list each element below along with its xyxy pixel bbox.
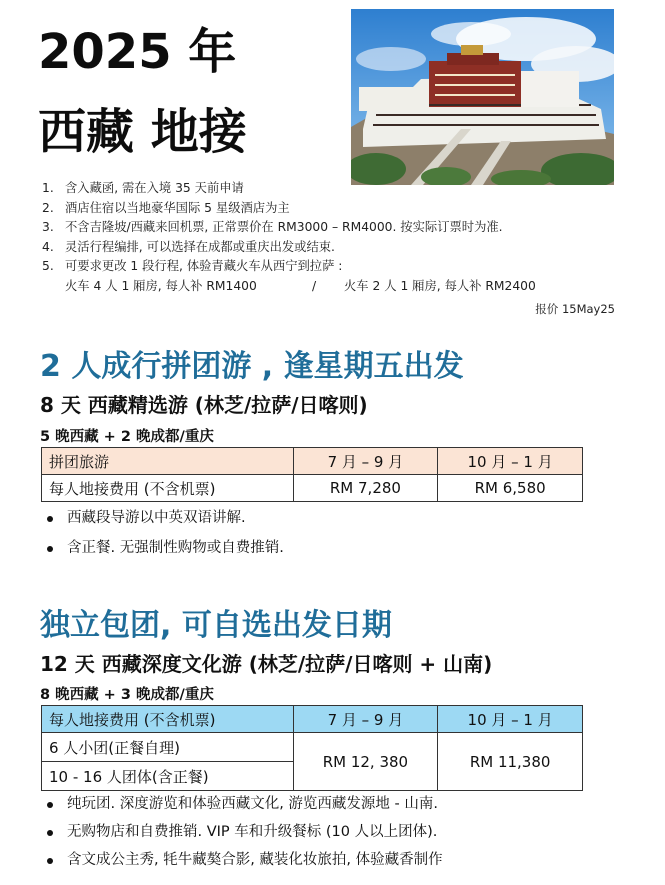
train-option-4-berth: 火车 4 人 1 厢房, 每人补 RM1400	[65, 278, 257, 293]
page-title-year: 2025 年	[38, 24, 237, 80]
note-number: 3.	[42, 220, 54, 234]
quote-date: 报价 15May25	[535, 302, 615, 316]
section1-bullets	[42, 506, 642, 561]
note-number: 4.	[42, 239, 54, 254]
list-item: 无购物店和自费推销. VIP 车和升级餐标 (10 人以上团体).	[42, 820, 642, 845]
table-cell: RM 12, 380	[293, 733, 438, 791]
section2-bullets	[42, 792, 642, 873]
note-item	[42, 257, 632, 277]
note-text: 可要求更改 1 段行程, 体验青藏火车从西宁到拉萨 :	[65, 259, 343, 273]
section2-price-table	[41, 705, 583, 791]
table-header-cell: 7 月 – 9 月	[293, 448, 438, 475]
section2-title: 独立包团, 可自选出发日期	[40, 608, 392, 643]
table-row	[42, 475, 583, 502]
table-header-cell: 拼团旅游	[42, 448, 294, 475]
section1-title: 2 人成行拼团游 , 逢星期五出发	[40, 349, 464, 384]
section2-tour-name: 12 天 西藏深度文化游 (林芝/拉萨/日喀则 + 山南)	[40, 652, 493, 676]
note-item	[42, 199, 632, 219]
note-text: 酒店住宿以当地豪华国际 5 星级酒店为主	[65, 200, 290, 215]
table-header-cell: 每人地接费用 (不含机票)	[42, 706, 294, 733]
potala-palace-photo	[351, 9, 614, 185]
note-number: 5.	[42, 259, 54, 273]
note-item	[42, 238, 632, 258]
note-number: 1.	[42, 181, 54, 195]
section1-tour-name: 8 天 西藏精选游 (林芝/拉萨/日喀则)	[40, 393, 368, 417]
notes-list	[42, 179, 632, 296]
note-text: 不含吉隆坡/西藏来回机票, 正常票价在 RM3000 – RM4000. 按实际订票时为准.	[65, 220, 503, 234]
table-cell: RM 6,580	[438, 475, 583, 502]
list-item: 含正餐. 无强制性购物或自费推销.	[42, 536, 642, 561]
train-option-separator: /	[312, 278, 317, 293]
table-header-cell: 7 月 – 9 月	[293, 706, 438, 733]
table-header-row	[42, 448, 583, 475]
train-option-2-berth: 火车 2 人 1 厢房, 每人补 RM2400	[344, 278, 536, 293]
table-cell: 10 - 16 人团体(含正餐)	[42, 762, 294, 791]
table-header-cell: 10 月 – 1 月	[438, 706, 583, 733]
note-text: 灵活行程编排, 可以选择在成都或重庆出发或结束.	[65, 239, 335, 254]
section1-price-table	[41, 447, 583, 502]
list-item: 纯玩团. 深度游览和体验西藏文化, 游览西藏发源地 - 山南.	[42, 792, 642, 817]
table-cell: RM 7,280	[293, 475, 438, 502]
note-text: 含入藏函, 需在入境 35 天前申请	[65, 181, 244, 195]
section1-nights: 5 晚西藏 + 2 晚成都/重庆	[40, 429, 214, 445]
page-title-main: 西藏 地接	[38, 104, 247, 160]
note-item	[42, 218, 632, 238]
table-row	[42, 733, 583, 762]
table-header-row	[42, 706, 583, 733]
table-header-cell: 10 月 – 1 月	[438, 448, 583, 475]
section2-nights: 8 晚西藏 + 3 晚成都/重庆	[40, 687, 214, 703]
list-item: 西藏段导游以中英双语讲解.	[42, 506, 642, 531]
note-item	[42, 179, 632, 199]
list-item: 含文成公主秀, 牦牛藏獒合影, 藏装化妆旅拍, 体验藏香制作	[42, 848, 642, 873]
table-cell: 每人地接费用 (不含机票)	[42, 475, 294, 502]
table-cell: 6 人小团(正餐自理)	[42, 733, 294, 762]
table-cell: RM 11,380	[438, 733, 583, 791]
train-options	[42, 277, 632, 297]
note-number: 2.	[42, 200, 54, 215]
